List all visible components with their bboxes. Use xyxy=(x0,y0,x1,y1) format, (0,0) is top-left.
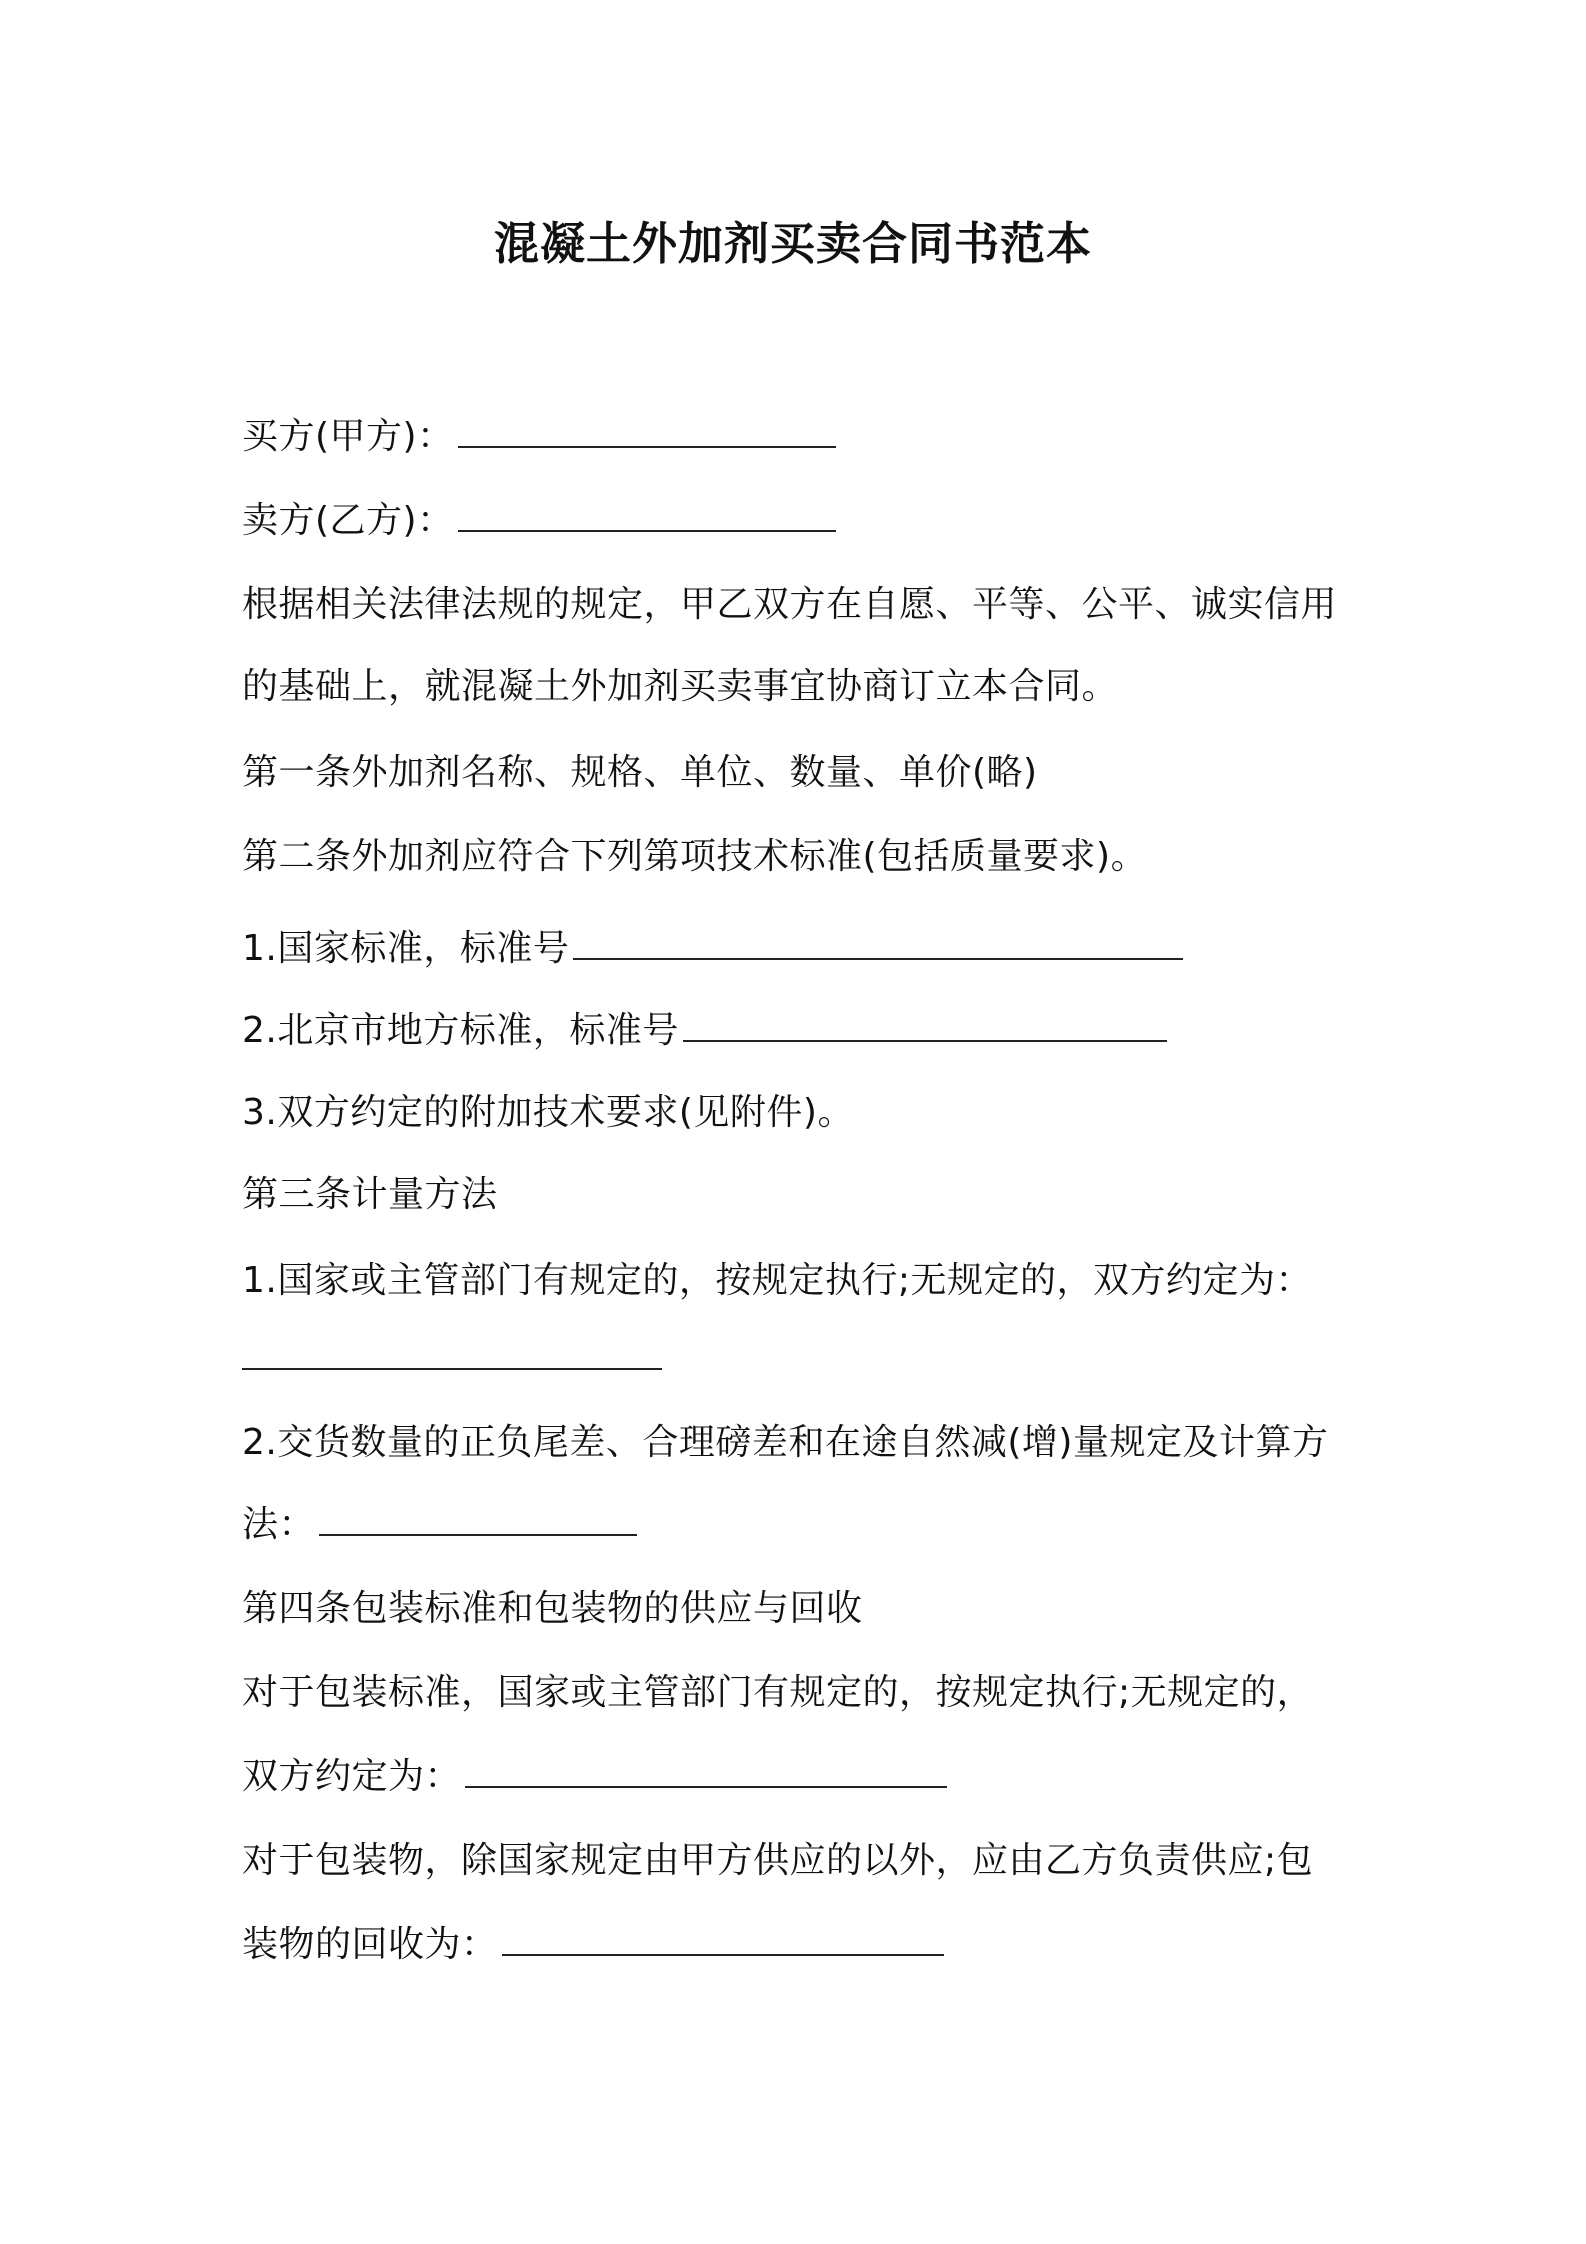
packaging-recovery-label: 装物的回收为： xyxy=(242,1924,498,1965)
tolerance-line-2 xyxy=(242,1500,637,1550)
packaging-standard-blank xyxy=(465,1752,947,1788)
buyer-line xyxy=(242,412,836,462)
seller-blank xyxy=(458,496,836,532)
packaging-standard-line-2 xyxy=(242,1752,947,1802)
packaging-standard-line-1: 对于包装标准，国家或主管部门有规定的，按规定执行;无规定的， xyxy=(242,1672,1314,1713)
packaging-supply-line-2 xyxy=(242,1920,944,1970)
packaging-recovery-blank xyxy=(502,1920,944,1956)
article-4-heading: 第四条包装标准和包装物的供应与回收 xyxy=(242,1588,863,1629)
preamble-line-1: 根据相关法律法规的规定，甲乙双方在自愿、平等、公平、诚实信用 xyxy=(242,584,1338,625)
packaging-standard-label: 双方约定为： xyxy=(242,1756,462,1797)
article-3-heading: 第三条计量方法 xyxy=(242,1174,498,1215)
packaging-supply-line-1: 对于包装物，除国家规定由甲方供应的以外，应由乙方负责供应;包 xyxy=(242,1840,1314,1881)
article-1-heading: 第一条外加剂名称、规格、单位、数量、单价(略) xyxy=(242,752,1038,793)
national-standard-label: 1.国家标准，标准号 xyxy=(242,928,570,969)
document-title: 混凝土外加剂买卖合同书范本 xyxy=(493,217,1092,270)
article-2-heading: 第二条外加剂应符合下列第项技术标准(包括质量要求)。 xyxy=(242,836,1148,877)
measurement-agreement-blank xyxy=(242,1334,662,1370)
beijing-standard-blank xyxy=(683,1006,1167,1042)
measurement-rule-line: 1.国家或主管部门有规定的，按规定执行;无规定的，双方约定为： xyxy=(242,1260,1312,1301)
tolerance-line-1: 2.交货数量的正负尾差、合理磅差和在途自然减(增)量规定及计算方 xyxy=(242,1422,1329,1463)
seller-line xyxy=(242,496,836,546)
national-standard-blank xyxy=(573,924,1183,960)
national-standard-line xyxy=(242,924,1183,974)
preamble-line-2: 的基础上，就混凝土外加剂买卖事宜协商订立本合同。 xyxy=(242,666,1119,707)
beijing-standard-label: 2.北京市地方标准，标准号 xyxy=(242,1010,679,1051)
additional-requirements-line: 3.双方约定的附加技术要求(见附件)。 xyxy=(242,1092,854,1133)
measurement-agreement-line xyxy=(242,1334,662,1384)
seller-label: 卖方(乙方)： xyxy=(242,500,454,541)
tolerance-method-label: 法： xyxy=(242,1504,316,1545)
buyer-label: 买方(甲方)： xyxy=(242,416,454,457)
tolerance-method-blank xyxy=(319,1500,637,1536)
beijing-standard-line xyxy=(242,1006,1167,1056)
buyer-blank xyxy=(458,412,836,448)
